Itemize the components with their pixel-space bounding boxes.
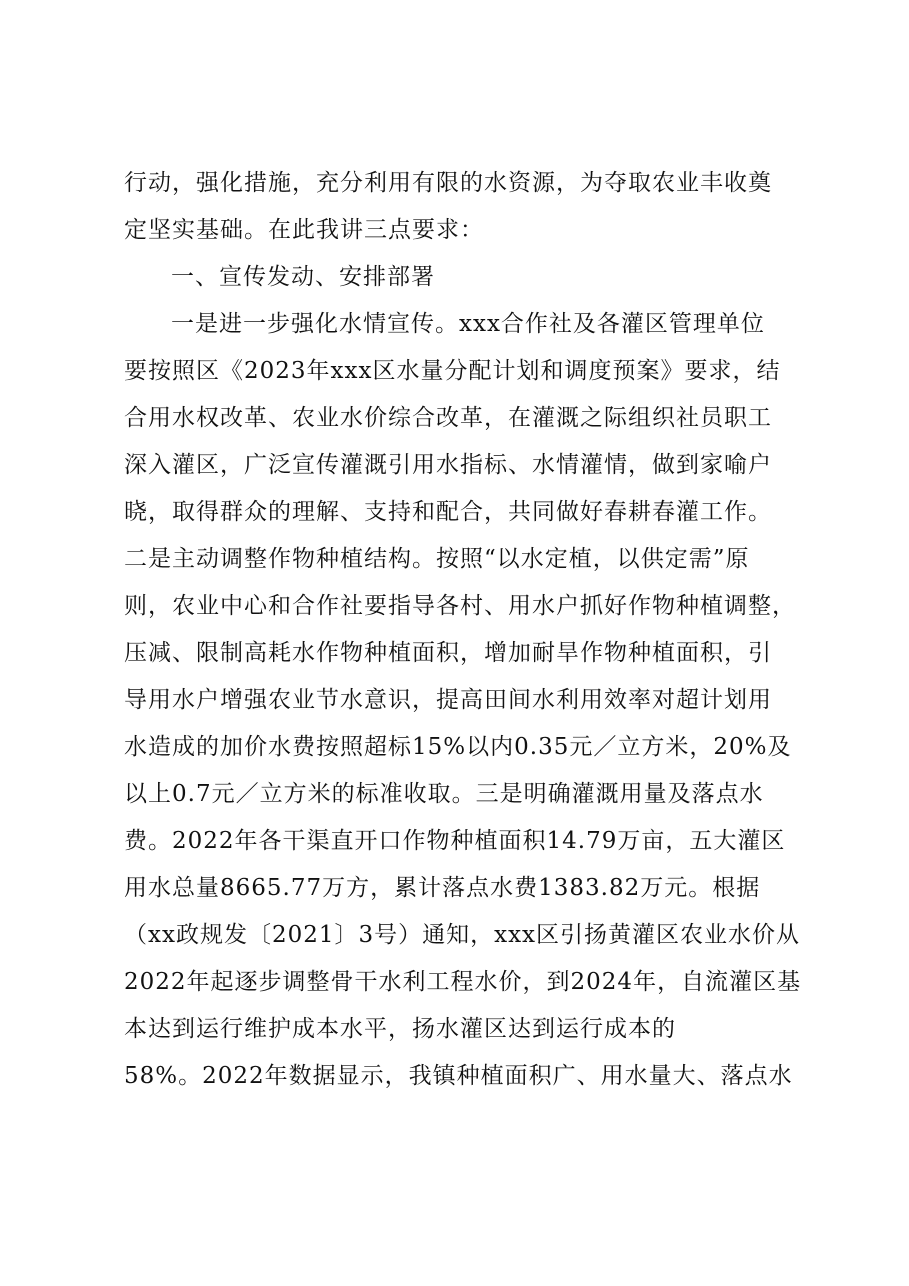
text-line-9: 二是主动调整作物种植结构。按照“以水定植，以供定需”原 xyxy=(124,546,750,572)
document-body xyxy=(124,160,804,1100)
text-line-18: 2022年起逐步调整骨干水利工程水价，到2024年，自流灌区基 xyxy=(124,969,802,995)
text-line-10: 则，农业中心和合作社要指导各村、用水户抓好作物种植调整， xyxy=(124,593,796,619)
text-line-15: 费。2022年各干渠直开口作物种植面积14.79万亩，五大灌区 xyxy=(124,828,786,854)
text-line-4: 一是进一步强化水情宣传。xxx合作社及各灌区管理单位 xyxy=(171,311,765,337)
text-line-20: 58%。2022年数据显示，我镇种植面积广、用水量大、落点水 xyxy=(124,1063,793,1089)
text-line-14: 以上0.7元／立方米的标准收取。三是明确灌溉用量及落点水 xyxy=(124,781,764,807)
text-line-11: 压减、限制高耗水作物种植面积，增加耐旱作物种植面积，引 xyxy=(124,640,772,666)
text-line-5: 要按照区《2023年xxx区水量分配计划和调度预案》要求，结 xyxy=(124,358,781,384)
section-heading: 一、宣传发动、安排部署 xyxy=(171,264,435,290)
text-line-12: 导用水户增强农业节水意识，提高田间水利用效率对超计划用 xyxy=(124,687,772,713)
text-line-6: 合用水权改革、农业水价综合改革，在灌溉之际组织社员职工 xyxy=(124,405,772,431)
text-line-8: 晓，取得群众的理解、支持和配合，共同做好春耕春灌工作。 xyxy=(124,499,772,525)
text-line-1: 行动，强化措施，充分利用有限的水资源，为夺取农业丰收奠 xyxy=(124,170,772,196)
text-line-17: （xx政规发〔2021〕3号）通知，xxx区引扬黄灌区农业水价从 xyxy=(124,922,801,948)
text-line-13: 水造成的加价水费按照超标15%以内0.35元／立方米，20%及 xyxy=(124,734,792,760)
text-line-16: 用水总量8665.77万方，累计落点水费1383.82万元。根据 xyxy=(124,875,761,901)
text-line-19: 本达到运行维护成本水平，扬水灌区达到运行成本的 xyxy=(124,1016,676,1042)
text-line-7: 深入灌区，广泛宣传灌溉引用水指标、水情灌情，做到家喻户 xyxy=(124,452,772,478)
text-line-2: 定坚实基础。在此我讲三点要求： xyxy=(124,217,484,243)
